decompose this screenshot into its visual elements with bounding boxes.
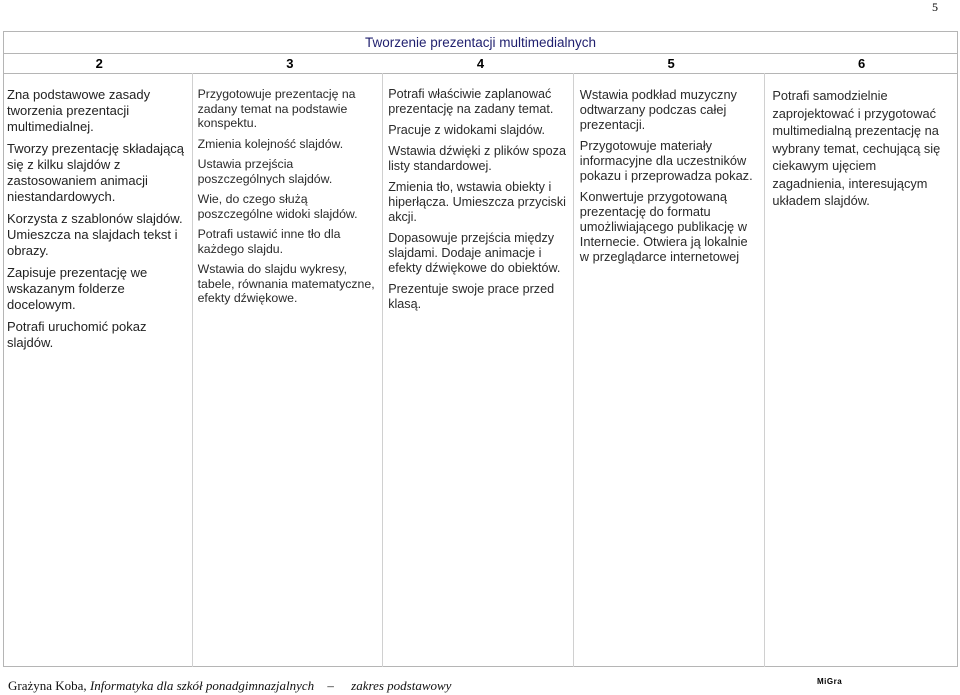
- requirement-item: Wstawia podkład muzyczny odtwarzany podczas całej prezentacji.: [579, 87, 737, 132]
- requirement-item: Konwertuje przygotowaną prezentację do formatu umożliwiającego publikację w Internecie. Otwiera ją lokalnie w przeglądarce internetowej: [579, 189, 748, 264]
- footer-book-title: Informatyka dla szkół ponadgimnazjalnych: [89, 678, 315, 693]
- requirement-item: Dopasowuje przejścia między slajdami. Dodaje animacje i efekty dźwiękowe do obiektów.: [388, 231, 561, 275]
- publisher-logo: MiGra: [817, 677, 843, 686]
- column-headers: [4, 53, 957, 74]
- column-header-grade-3: 3: [286, 56, 294, 71]
- requirement-item: Potrafi właściwie zaplanować prezentację na zadany temat.: [388, 87, 554, 116]
- requirement-item: Przygotowuje prezentację na zadany temat na podstawie konspektu.: [197, 87, 356, 130]
- column-header-grade-5: 5: [667, 56, 675, 71]
- requirement-item: Prezentuje swoje prace przed klasą.: [388, 282, 555, 311]
- column-header-grade-2: 2: [95, 56, 103, 71]
- column-grade-5: [574, 73, 766, 667]
- requirement-item: Potrafi samodzielnie zaprojektować i przygotować multimedialną prezentację na wybrany temat, cechującą się ciekawym ujęciem zagadnienia, interesującym układem slajdów.: [772, 88, 941, 208]
- page-number: 5: [932, 0, 938, 14]
- table-body: [4, 73, 957, 667]
- requirement-item: Wie, do czego służą poszczególne widoki slajdów.: [197, 192, 358, 221]
- column-grade-6: [765, 73, 957, 667]
- column-header-grade-6: 6: [858, 56, 866, 71]
- footer-scope: zakres podstawowy: [351, 678, 452, 693]
- requirement-item: Pracuje z widokami slajdów.: [388, 123, 545, 137]
- column-grade-3: [193, 73, 384, 667]
- requirement-item: Wstawia do slajdu wykresy, tabele, równania matematyczne, efekty dźwiękowe.: [197, 262, 375, 305]
- column-grade-2: [4, 73, 193, 667]
- column-grade-4: [383, 73, 574, 667]
- requirement-item: Tworzy prezentację składającą się z kilku slajdów z zastosowaniem animacji niestandardowych.: [7, 141, 185, 204]
- table-title: Tworzenie prezentacji multimedialnych: [364, 35, 597, 50]
- requirement-item: Zmienia kolejność slajdów.: [197, 136, 344, 151]
- footer-dash: –: [327, 678, 334, 693]
- requirement-item: Zmienia tło, wstawia obiekty i hiperłącza. Umieszcza przyciski akcji.: [388, 180, 566, 224]
- requirement-item: Zna podstawowe zasady tworzenia prezentacji multimedialnej.: [7, 87, 151, 134]
- requirements-table: [3, 31, 958, 667]
- requirement-item: Zapisuje prezentację we wskazanym folderze docelowym.: [7, 265, 148, 312]
- requirement-item: Potrafi uruchomić pokaz slajdów.: [7, 319, 147, 350]
- requirement-item: Potrafi ustawić inne tło dla każdego slajdu.: [197, 227, 341, 256]
- requirement-item: Ustawia przejścia poszczególnych slajdów.: [197, 157, 333, 186]
- requirement-item: Korzysta z szablonów slajdów. Umieszcza na slajdach tekst i obrazy.: [7, 211, 183, 258]
- page-footer: [8, 678, 451, 694]
- footer-author: Grażyna Koba,: [8, 678, 87, 693]
- requirement-item: Przygotowuje materiały informacyjne dla uczestników pokazu i przeprowadza pokaz.: [579, 138, 753, 183]
- column-header-grade-4: 4: [476, 56, 485, 71]
- requirement-item: Wstawia dźwięki z plików spoza listy standardowej.: [388, 144, 566, 173]
